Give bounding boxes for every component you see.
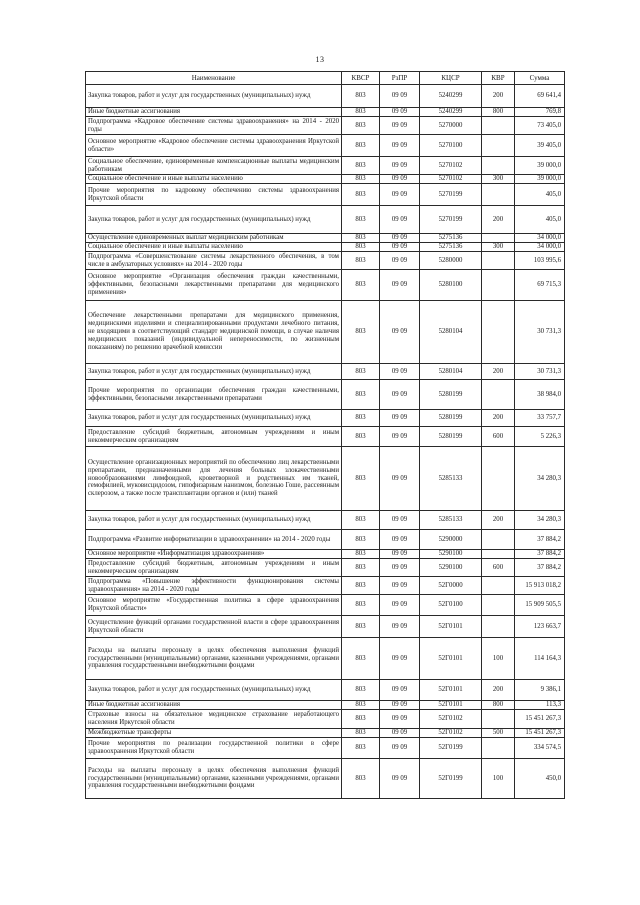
cell-name: Закупка товаров, работ и услуг для государственных (муниципальных) нужд (86, 511, 342, 530)
cell-name: Закупка товаров, работ и услуг для государственных (муниципальных) нужд (86, 410, 342, 427)
table-row (86, 559, 565, 577)
cell-kcsr: 5270199 (420, 206, 482, 234)
cell-kvr (482, 577, 515, 595)
table-row (86, 759, 565, 799)
cell-kvr: 100 (482, 638, 515, 680)
cell-kvsr: 803 (342, 710, 380, 729)
cell-kcsr: 5280000 (420, 252, 482, 270)
cell-rzpr: 09 09 (380, 364, 420, 380)
table-row (86, 680, 565, 701)
cell-kcsr: 5280199 (420, 427, 482, 447)
cell-name: Закупка товаров, работ и услуг для государственных (муниципальных) нужд (86, 364, 342, 380)
cell-kcsr: 5285133 (420, 511, 482, 530)
cell-rzpr: 09 09 (380, 595, 420, 616)
cell-sum: 405,0 (515, 206, 565, 234)
cell-kvr: 800 (482, 701, 515, 710)
cell-name: Подпрограмма «Кадровое обеспечение системы здравоохранения» на 2014 - 2020 годы (86, 117, 342, 135)
budget-table (85, 71, 565, 799)
cell-sum: 37 884,2 (515, 559, 565, 577)
cell-kvsr: 803 (342, 301, 380, 364)
cell-sum: 34 000,0 (515, 234, 565, 243)
cell-sum: 15 909 505,5 (515, 595, 565, 616)
cell-name: Расходы на выплаты персоналу в целях обеспечения выполнения функций государственными (муниципальными) органами, казенными учреждениями, органами управления государственными внебюджетными фондами (86, 759, 342, 799)
cell-kcsr: 52Г0102 (420, 710, 482, 729)
cell-kvr (482, 184, 515, 206)
cell-kcsr: 5280199 (420, 410, 482, 427)
cell-rzpr: 09 09 (380, 680, 420, 701)
table-row (86, 270, 565, 301)
cell-name: Осуществление функций органами государственной власти в сфере здравоохранения Иркутской области (86, 616, 342, 638)
header-kvr: КВР (482, 72, 515, 85)
cell-rzpr: 09 09 (380, 710, 420, 729)
cell-kcsr: 5270100 (420, 135, 482, 157)
cell-kvsr: 803 (342, 206, 380, 234)
cell-kcsr: 52Г0199 (420, 738, 482, 759)
table-row (86, 85, 565, 108)
cell-sum: 405,0 (515, 184, 565, 206)
cell-kcsr: 5280100 (420, 270, 482, 301)
cell-rzpr: 09 09 (380, 410, 420, 427)
cell-kvsr: 803 (342, 638, 380, 680)
cell-kvsr: 803 (342, 157, 380, 175)
table-row (86, 729, 565, 738)
cell-sum: 69 715,3 (515, 270, 565, 301)
cell-rzpr: 09 09 (380, 427, 420, 447)
cell-kvr (482, 157, 515, 175)
cell-kvsr: 803 (342, 616, 380, 638)
cell-kcsr: 5290000 (420, 530, 482, 550)
cell-name: Основное мероприятие «Информатизация здравоохранения» (86, 550, 342, 559)
cell-rzpr: 09 09 (380, 759, 420, 799)
cell-rzpr: 09 09 (380, 559, 420, 577)
cell-sum: 114 164,3 (515, 638, 565, 680)
cell-rzpr: 09 09 (380, 252, 420, 270)
cell-sum: 450,0 (515, 759, 565, 799)
cell-kcsr: 5240299 (420, 85, 482, 108)
cell-rzpr: 09 09 (380, 85, 420, 108)
cell-kvr: 200 (482, 680, 515, 701)
cell-kvsr: 803 (342, 108, 380, 117)
cell-rzpr: 09 09 (380, 530, 420, 550)
cell-kvsr: 803 (342, 270, 380, 301)
cell-name: Иные бюджетные ассигнования (86, 701, 342, 710)
cell-rzpr: 09 09 (380, 175, 420, 184)
cell-kcsr: 52Г0101 (420, 616, 482, 638)
cell-kvr (482, 135, 515, 157)
cell-sum: 15 451 267,3 (515, 710, 565, 729)
cell-sum: 15 451 267,3 (515, 729, 565, 738)
cell-kvr (482, 301, 515, 364)
cell-rzpr: 09 09 (380, 108, 420, 117)
cell-kcsr: 5290100 (420, 550, 482, 559)
cell-rzpr: 09 09 (380, 447, 420, 511)
cell-kvr: 200 (482, 85, 515, 108)
cell-sum: 39 405,0 (515, 135, 565, 157)
header-kcsr: КЦСР (420, 72, 482, 85)
cell-name: Прочие мероприятия по организации обеспечения граждан качественными, эффективными, безопасными лекарственными препаратами (86, 380, 342, 410)
cell-sum: 39 000,0 (515, 175, 565, 184)
header-rzpr: РзПР (380, 72, 420, 85)
cell-rzpr: 09 09 (380, 701, 420, 710)
cell-rzpr: 09 09 (380, 234, 420, 243)
cell-sum: 34 000,0 (515, 243, 565, 252)
cell-kvsr: 803 (342, 427, 380, 447)
cell-name: Социальное обеспечение и иные выплаты населению (86, 243, 342, 252)
cell-kvr: 500 (482, 729, 515, 738)
cell-sum: 37 884,2 (515, 550, 565, 559)
cell-name: Закупка товаров, работ и услуг для государственных (муниципальных) нужд (86, 206, 342, 234)
cell-kcsr: 52Г0000 (420, 577, 482, 595)
cell-kcsr: 5285133 (420, 447, 482, 511)
cell-kvsr: 803 (342, 410, 380, 427)
cell-kcsr: 5270102 (420, 175, 482, 184)
table-row (86, 701, 565, 710)
table-row (86, 380, 565, 410)
cell-kvr (482, 738, 515, 759)
cell-kvr (482, 616, 515, 638)
cell-kvr (482, 270, 515, 301)
cell-rzpr: 09 09 (380, 157, 420, 175)
cell-sum: 73 405,0 (515, 117, 565, 135)
cell-rzpr: 09 09 (380, 738, 420, 759)
table-row (86, 117, 565, 135)
cell-kcsr: 52Г0101 (420, 680, 482, 701)
cell-kvsr: 803 (342, 380, 380, 410)
cell-name: Расходы на выплаты персоналу в целях обеспечения выполнения функций государственными (муниципальными) органами, казенными учреждениями, органами управления государственными внебюджетными фондами (86, 638, 342, 680)
cell-rzpr: 09 09 (380, 380, 420, 410)
cell-kvr: 200 (482, 206, 515, 234)
cell-name: Межбюджетные трансферты (86, 729, 342, 738)
cell-name: Иные бюджетные ассигнования (86, 108, 342, 117)
cell-kvsr: 803 (342, 135, 380, 157)
cell-sum: 15 913 018,2 (515, 577, 565, 595)
header-name: Наименование (86, 72, 342, 85)
cell-rzpr: 09 09 (380, 243, 420, 252)
table-row (86, 427, 565, 447)
cell-kvsr: 803 (342, 680, 380, 701)
cell-kvr: 600 (482, 427, 515, 447)
cell-name: Страховые взносы на обязательное медицинское страхование неработающего населения Иркутской области (86, 710, 342, 729)
table-row (86, 252, 565, 270)
cell-sum: 30 731,3 (515, 301, 565, 364)
cell-kcsr: 5275136 (420, 234, 482, 243)
cell-rzpr: 09 09 (380, 184, 420, 206)
cell-kvsr: 803 (342, 175, 380, 184)
cell-name: Прочие мероприятия по реализации государственной политики в сфере здравоохранения Иркутской области (86, 738, 342, 759)
cell-kvsr: 803 (342, 595, 380, 616)
cell-kvr (482, 447, 515, 511)
cell-name: Закупка товаров, работ и услуг для государственных (муниципальных) нужд (86, 680, 342, 701)
table-row (86, 301, 565, 364)
cell-name: Социальное обеспечение, единовременные компенсационные выплаты медицинским работникам (86, 157, 342, 175)
cell-sum: 30 731,3 (515, 364, 565, 380)
table-row (86, 638, 565, 680)
header-kvsr: КВСР (342, 72, 380, 85)
table-row (86, 108, 565, 117)
cell-name: Обеспечение лекарственными препаратами для медицинского применения, медицинскими изделиями и специализированными продуктами лечебного питания, не входящими в соответствующий стандарт медицинской помощи, в случае наличия медицинских показаний (индивидуальной непереносимости, по жизненным показаниям) по решению врачебной комиссии (86, 301, 342, 364)
cell-rzpr: 09 09 (380, 117, 420, 135)
table-row (86, 206, 565, 234)
cell-kcsr: 52Г0100 (420, 595, 482, 616)
cell-kvsr: 803 (342, 184, 380, 206)
cell-rzpr: 09 09 (380, 577, 420, 595)
cell-rzpr: 09 09 (380, 729, 420, 738)
table-row (86, 184, 565, 206)
cell-kvr: 600 (482, 559, 515, 577)
table-row (86, 243, 565, 252)
table-row (86, 595, 565, 616)
header-sum: Сумма (515, 72, 565, 85)
cell-name: Подпрограмма «Совершенствование системы лекарственного обеспечения, в том числе в амбулаторных условиях» на 2014 - 2020 годы (86, 252, 342, 270)
cell-kvsr: 803 (342, 364, 380, 380)
cell-name: Подпрограмма «Повышение эффективности функционирования системы здравоохранения» на 2014 - 2020 годы (86, 577, 342, 595)
cell-kvsr: 803 (342, 701, 380, 710)
cell-kcsr: 5290100 (420, 559, 482, 577)
cell-name: Социальное обеспечение и иные выплаты населению (86, 175, 342, 184)
table-row (86, 511, 565, 530)
cell-sum: 5 226,3 (515, 427, 565, 447)
cell-name: Основное мероприятие «Государственная политика в сфере здравоохранения Иркутской области» (86, 595, 342, 616)
cell-kcsr: 52Г0102 (420, 729, 482, 738)
cell-kvr (482, 380, 515, 410)
cell-kvsr: 803 (342, 85, 380, 108)
cell-kcsr: 5280199 (420, 380, 482, 410)
cell-rzpr: 09 09 (380, 135, 420, 157)
cell-kvr: 300 (482, 175, 515, 184)
cell-name: Прочие мероприятия по кадровому обеспечению системы здравоохранения Иркутской области (86, 184, 342, 206)
cell-kvsr: 803 (342, 738, 380, 759)
cell-rzpr: 09 09 (380, 206, 420, 234)
cell-name: Предоставление субсидий бюджетным, автономным учреждениям и иным некоммерческим организациям (86, 559, 342, 577)
cell-sum: 123 663,7 (515, 616, 565, 638)
cell-sum: 38 984,0 (515, 380, 565, 410)
cell-sum: 9 386,1 (515, 680, 565, 701)
cell-sum: 113,3 (515, 701, 565, 710)
cell-sum: 103 995,6 (515, 252, 565, 270)
cell-kvsr: 803 (342, 243, 380, 252)
table-header-row (86, 72, 565, 85)
table-row (86, 550, 565, 559)
cell-kcsr: 5270102 (420, 157, 482, 175)
cell-kvsr: 803 (342, 530, 380, 550)
table-row (86, 410, 565, 427)
table-row (86, 738, 565, 759)
cell-rzpr: 09 09 (380, 616, 420, 638)
cell-kcsr: 52Г0101 (420, 638, 482, 680)
table-row (86, 530, 565, 550)
cell-name: Осуществление единовременных выплат медицинским работникам (86, 234, 342, 243)
cell-kvsr: 803 (342, 550, 380, 559)
cell-sum: 33 757,7 (515, 410, 565, 427)
cell-kvr: 200 (482, 364, 515, 380)
cell-rzpr: 09 09 (380, 301, 420, 364)
table-row (86, 364, 565, 380)
cell-kcsr: 52Г0199 (420, 759, 482, 799)
cell-sum: 34 280,3 (515, 511, 565, 530)
cell-kcsr: 5280104 (420, 301, 482, 364)
table-row (86, 157, 565, 175)
cell-sum: 34 280,3 (515, 447, 565, 511)
cell-kvr: 800 (482, 108, 515, 117)
cell-kvsr: 803 (342, 729, 380, 738)
cell-kvsr: 803 (342, 559, 380, 577)
table-row (86, 135, 565, 157)
cell-kvr (482, 550, 515, 559)
table-row (86, 577, 565, 595)
cell-rzpr: 09 09 (380, 638, 420, 680)
cell-kvsr: 803 (342, 252, 380, 270)
cell-kcsr: 5270000 (420, 117, 482, 135)
table-row (86, 234, 565, 243)
cell-name: Подпрограмма «Развитие информатизации в здравоохранении» на 2014 - 2020 годы (86, 530, 342, 550)
cell-kvsr: 803 (342, 234, 380, 243)
cell-kvr: 200 (482, 410, 515, 427)
cell-name: Предоставление субсидий бюджетным, автономным учреждениям и иным некоммерческим организациям (86, 427, 342, 447)
cell-kvr (482, 234, 515, 243)
cell-name: Основное мероприятие «Организация обеспечения граждан качественными, эффективными, безопасными лекарственными препаратами для медицинского применения» (86, 270, 342, 301)
cell-kvr (482, 595, 515, 616)
cell-sum: 334 574,5 (515, 738, 565, 759)
cell-kvr (482, 710, 515, 729)
cell-kvr (482, 252, 515, 270)
cell-kvr: 200 (482, 511, 515, 530)
cell-rzpr: 09 09 (380, 550, 420, 559)
cell-name: Осуществление организационных мероприятий по обеспечению лиц лекарственными препаратами, предназначенными для лечения больных злокачественными новообразованиями лимфоидной, кроветворной и родственных им тканей, гемофилией, муковисцидозом, гипофизарным нанизмом, болезнью Гоше, рассеянным склерозом, а также после трансплантации органов и (или) тканей (86, 447, 342, 511)
table-body (86, 85, 565, 799)
page-number: 13 (315, 55, 325, 64)
cell-sum: 39 000,0 (515, 157, 565, 175)
cell-kcsr: 5270199 (420, 184, 482, 206)
cell-kvsr: 803 (342, 577, 380, 595)
cell-kvr: 100 (482, 759, 515, 799)
cell-kcsr: 5275136 (420, 243, 482, 252)
cell-sum: 37 884,2 (515, 530, 565, 550)
cell-kcsr: 52Г0101 (420, 701, 482, 710)
cell-kvsr: 803 (342, 447, 380, 511)
cell-kcsr: 5280104 (420, 364, 482, 380)
cell-name: Закупка товаров, работ и услуг для государственных (муниципальных) нужд (86, 85, 342, 108)
cell-kvsr: 803 (342, 117, 380, 135)
table-row (86, 616, 565, 638)
table-row (86, 175, 565, 184)
cell-kvr (482, 117, 515, 135)
cell-kvr (482, 530, 515, 550)
cell-kcsr: 5240299 (420, 108, 482, 117)
cell-kvr: 300 (482, 243, 515, 252)
cell-sum: 769,8 (515, 108, 565, 117)
cell-rzpr: 09 09 (380, 511, 420, 530)
cell-rzpr: 09 09 (380, 270, 420, 301)
cell-name: Основное мероприятие «Кадровое обеспечение системы здравоохранения Иркутской области» (86, 135, 342, 157)
table-row (86, 710, 565, 729)
cell-kvsr: 803 (342, 759, 380, 799)
cell-sum: 69 641,4 (515, 85, 565, 108)
table-row (86, 447, 565, 511)
cell-kvsr: 803 (342, 511, 380, 530)
